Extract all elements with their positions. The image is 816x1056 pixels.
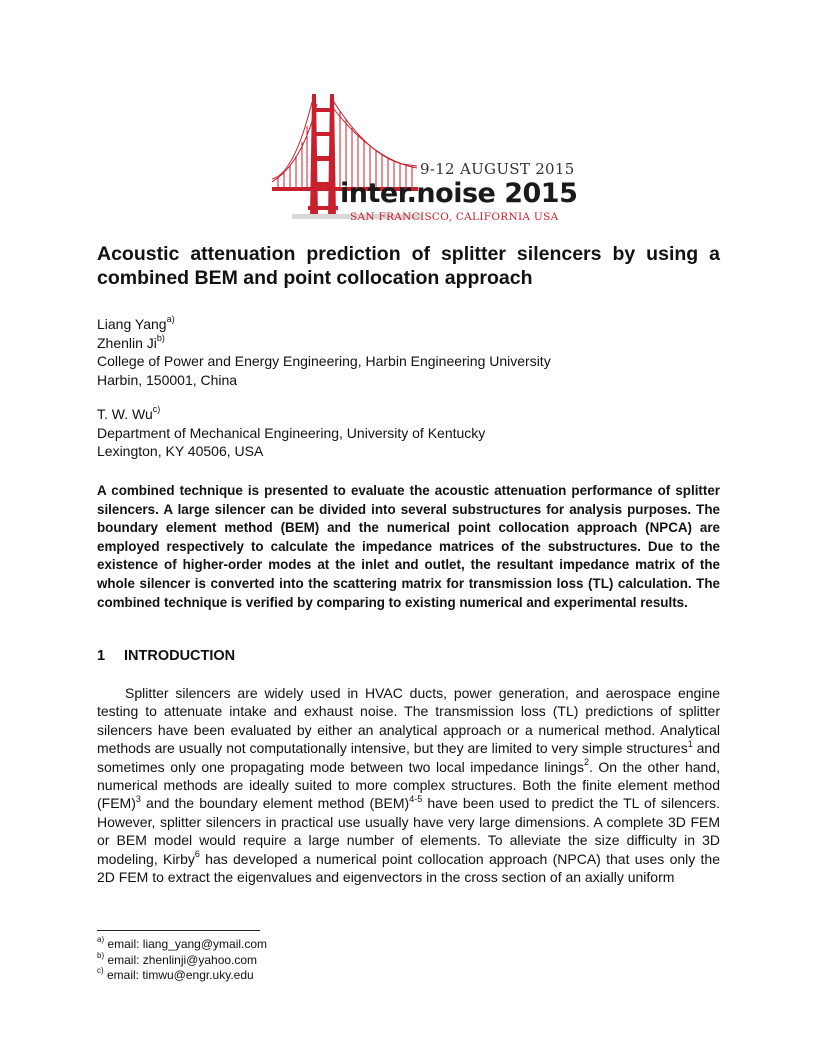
section-title: INTRODUCTION	[124, 648, 236, 664]
author-block-gap	[97, 389, 551, 405]
citation-2: 2	[583, 756, 589, 767]
intro-text-1: Splitter silencers are widely used in HVAC ducts, power generation, and aerospace engine testing to attenuate intake and exhaust noise. The transmission loss (TL) predictions of splitter silencers have been evaluated by either an analytical approach or a numerical method. Analytical methods are usually not computationally intensive, but they are limited to very simple structures	[97, 685, 720, 757]
affiliation-2-line-2: Lexington, KY 40506, USA	[97, 443, 264, 459]
conference-date: 9-12 AUGUST 2015	[420, 160, 575, 178]
paper-title	[97, 242, 720, 290]
title-line-2: combined BEM and point collocation approach	[97, 267, 533, 289]
conference-brand: inter.noise 2015	[340, 178, 578, 209]
footnote-b-email[interactable]: email: zhenlinji@yahoo.com	[104, 952, 258, 967]
intro-text-5: have been used to predict the TL of silencers. However, splitter silencers in practical use usually have very large dimensions. A complete 3D FEM or BEM model would require a large number of elements. To alleviate the size difficulty in 3D modeling, Kirby	[97, 795, 720, 867]
author-1	[97, 315, 551, 334]
affiliation-1-line-1: College of Power and Energy Engineering, Harbin Engineering University	[97, 353, 551, 369]
author-2-name: Zhenlin Ji	[97, 334, 157, 351]
author-3-mark: c)	[152, 404, 161, 415]
abstract: A combined technique is presented to evaluate the acoustic attenuation performance of splitter silencers. A large silencer can be divided into several substructures for analysis purposes. The boundary element method (BEM) and the numerical point collocation approach (NPCA) are employed respectively to calculate the impedance matrices of the substructures. Due to the existence of higher-order modes at the inlet and outlet, the resultant impedance matrix of the whole silencer is converted into the scattering matrix for transmission loss (TL) calculation. The combined technique is verified by comparing to existing numerical and experimental results.	[97, 483, 720, 610]
author-3-name: T. W. Wu	[97, 406, 153, 422]
intro-text-4: and the boundary element method (BEM)	[140, 795, 410, 812]
footnote-b-mark: b)	[97, 950, 105, 960]
section-heading	[97, 648, 235, 664]
author-block	[97, 315, 551, 461]
footnote-c-mark: c)	[97, 966, 104, 975]
conference-logo	[272, 94, 578, 229]
author-2-mark: b)	[156, 332, 165, 343]
footnotes	[97, 937, 267, 984]
footnote-c-email[interactable]: email: timwu@engr.uky.edu	[103, 968, 254, 982]
author-1-mark: a)	[166, 314, 175, 325]
footnote-divider	[97, 930, 260, 931]
introduction-paragraph	[97, 684, 720, 886]
footnote-b	[97, 950, 267, 969]
citation-5: 6	[194, 849, 200, 859]
citation-1: 1	[687, 738, 693, 749]
footnote-a-mark: a)	[97, 935, 105, 944]
title-line-1: Acoustic attenuation prediction of splitter silencers by using a	[97, 243, 720, 265]
intro-text-6: has developed a numerical point collocation approach (NPCA) that uses only the 2D FEM to extract the eigenvalues and eigenvectors in the cross section of an axially uniform	[97, 850, 720, 886]
conference-location: SAN FRANCISCO, CALIFORNIA USA	[350, 211, 559, 223]
affiliation-2-line-1: Department of Mechanical Engineering, University of Kentucky	[97, 424, 486, 441]
author-1-name: Liang Yang	[97, 316, 167, 332]
citation-4: 4-5	[409, 793, 423, 804]
citation-3: 3	[135, 793, 141, 804]
affiliation-1-line-2: Harbin, 150001, China	[97, 371, 238, 388]
author-3	[97, 405, 551, 424]
author-2	[97, 334, 551, 353]
footnote-a	[97, 937, 267, 953]
footnote-a-email[interactable]: email: liang_yang@ymail.com	[104, 937, 268, 951]
intro-text-2: and sometimes only one propagating mode between two local impedance linings	[97, 740, 720, 775]
footnote-c	[97, 968, 267, 984]
intro-text-3: . On the other hand, numerical methods are ideally suited to more complex structures. Both the finite element method (FEM)	[97, 758, 721, 812]
section-number: 1	[97, 648, 106, 664]
